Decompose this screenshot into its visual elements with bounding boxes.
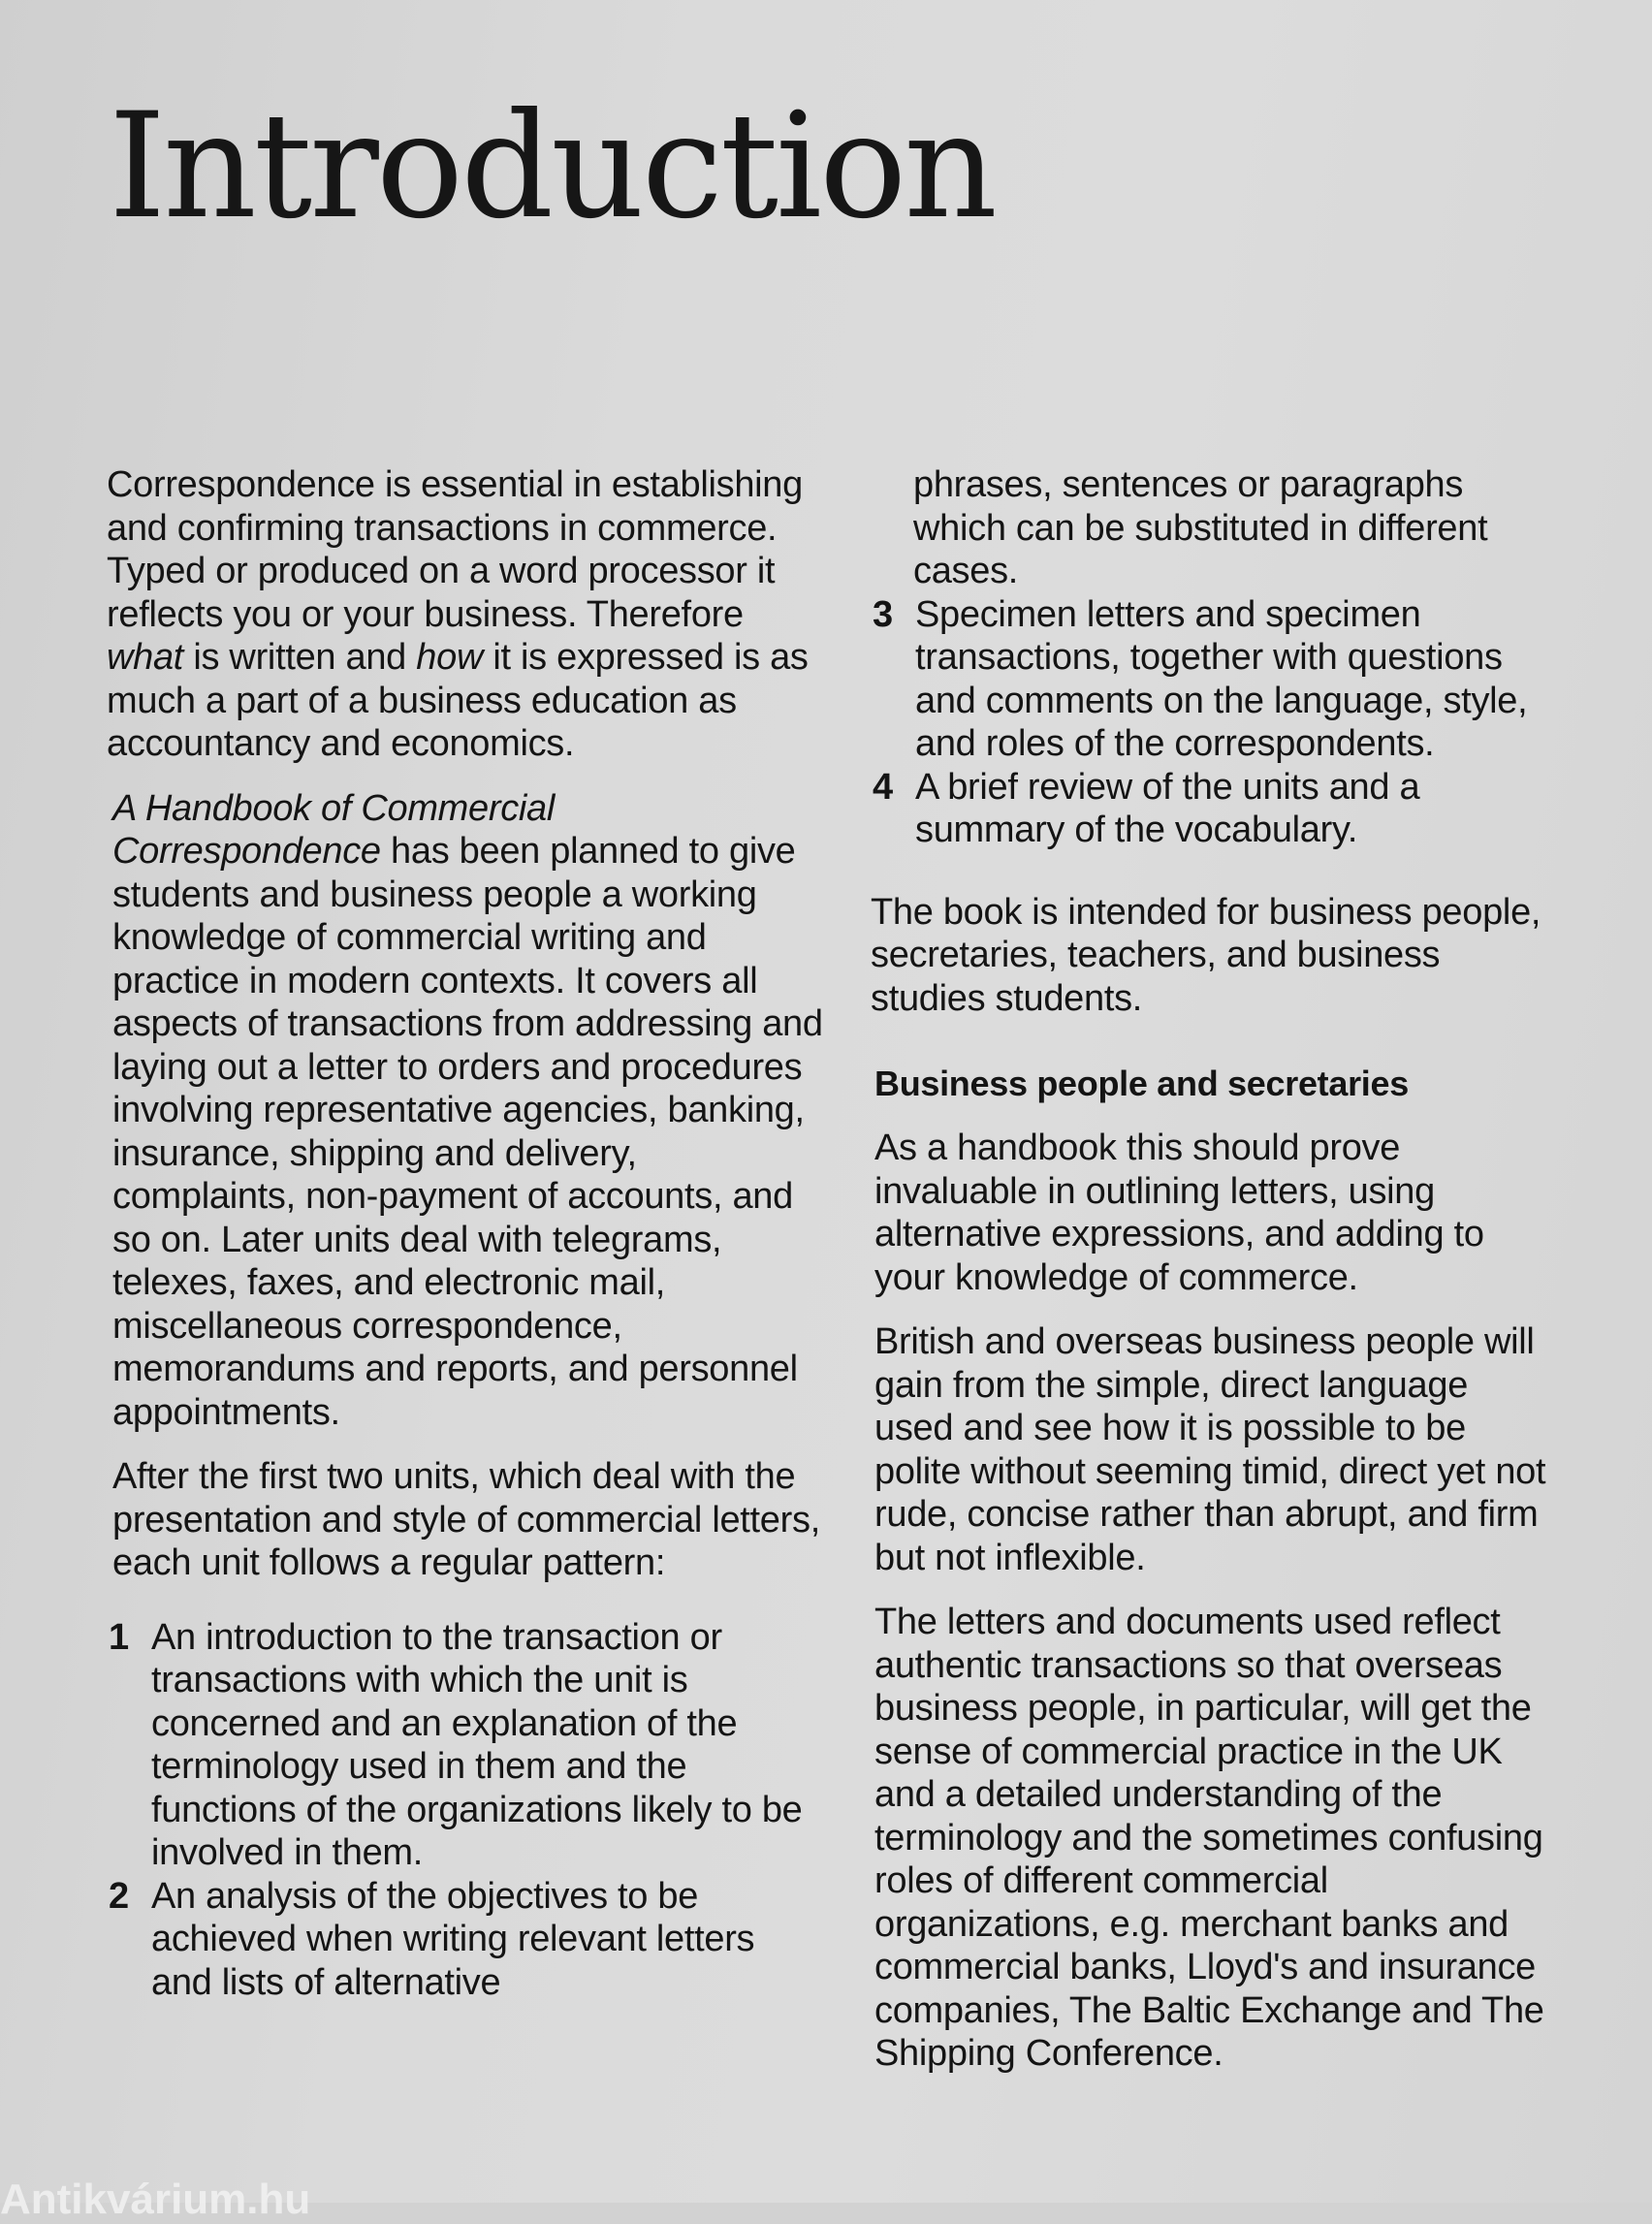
p1-text-mid: is written and <box>183 637 417 678</box>
watermark-text: Antikvárium.hu <box>0 2176 311 2223</box>
list-number: 2 <box>109 1875 129 1917</box>
list-number: 3 <box>873 593 893 635</box>
list-item-text: A brief review of the units and a summary of the vocabulary. <box>915 766 1420 850</box>
list-number: 4 <box>873 766 893 808</box>
list-item-text: An analysis of the objectives to be achieved when writing relevant letters and lists of alternative <box>151 1875 755 2003</box>
handbook-paragraph: As a handbook this should prove invaluable in outlining letters, using alternative expressions, and adding to your knowledge of commerce. <box>874 1128 1484 1298</box>
page-title: Introduction <box>109 82 995 251</box>
unit-pattern-list-part-1 <box>107 1616 824 2005</box>
intro-paragraph-2 <box>107 787 824 1435</box>
list-continuation: phrases, sentences or paragraphs which can be substituted in different cases. <box>913 464 1488 591</box>
list-item <box>107 1616 824 1875</box>
right-column <box>871 463 1549 2097</box>
book-title-emphasis: A Handbook of Commercial Correspondence <box>112 787 556 872</box>
p1-emphasis-what: what <box>107 637 184 678</box>
unit-pattern-list-part-2 <box>871 593 1549 852</box>
intro-paragraph-3: After the first two units, which deal with the presentation and style of commercial letters, each unit follows a regular pattern: <box>112 1456 820 1583</box>
p1-text: Correspondence is essential in establishing and confirming transactions in commerce. Typed or produced on a word processor it reflects you or your business. Therefore <box>107 464 803 635</box>
intended-audience-paragraph: The book is intended for business people, secretaries, teachers, and business studies students. <box>871 891 1541 1019</box>
intro-paragraph-1 <box>107 463 824 766</box>
list-item-text: An introduction to the transaction or transactions with which the unit is concerned and an explanation of the terminology used in them and the functions of the organizations likely to be involved in them. <box>151 1616 803 1873</box>
list-item <box>871 593 1549 766</box>
p1-text-end: it is expressed is as much a part of a business education as accountancy and economics. <box>107 637 809 764</box>
letters-documents-paragraph: The letters and documents used reflect authentic transactions so that overseas business people, in particular, will get the sense of commercial practice in the UK and a detailed understanding of the terminology and the sometimes confusing roles of different commercial organizations, e.g. merchant banks and commercial banks, Lloyd's and insurance companies, The Baltic Exchange and The Shipping Conference. <box>874 1602 1544 2074</box>
british-overseas-paragraph: British and overseas business people will gain from the simple, direct language used and see how it is possible to be polite without seeming timid, direct yet not rude, concise rather than abrupt, and firm but not inflexible. <box>874 1321 1546 1578</box>
list-item <box>107 1875 824 2005</box>
list-item <box>871 766 1549 852</box>
section-heading: Business people and secretaries <box>874 1064 1409 1103</box>
list-item-text: Specimen letters and specimen transactions, together with questions and comments on the language, style, and roles of the correspondents. <box>915 593 1528 764</box>
p2-text: has been planned to give students and business people a working knowledge of commercial writing and practice in modern contexts. It covers all aspects of transactions from addressing and laying out a letter to orders and procedures involving representative agencies, banking, insurance, shipping and delivery, complaints, non-payment of accounts, and so on. Later units deal with telegrams, telexes, faxes, and electronic mail, miscellaneous correspondence, memorandums and reports, and personnel appointments. <box>112 831 823 1433</box>
list-number: 1 <box>109 1616 129 1658</box>
p1-emphasis-how: how <box>416 637 484 678</box>
left-column <box>107 463 824 2004</box>
